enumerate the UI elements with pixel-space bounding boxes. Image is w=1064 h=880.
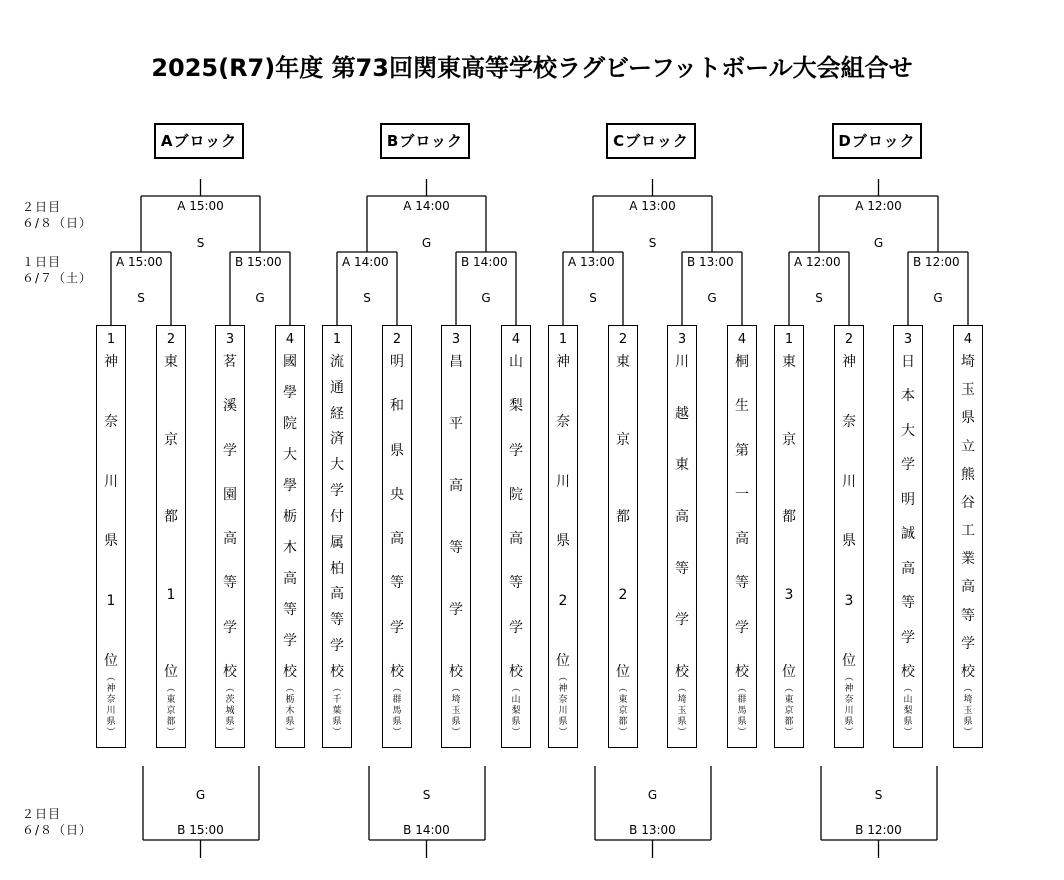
team-name: 埼 玉 県 立 熊 谷 工 業 高 等 学 校 — [961, 354, 975, 680]
team-box — [834, 325, 864, 748]
team-name: 昌 平 高 等 学 校 — [449, 354, 463, 680]
team-box — [548, 325, 578, 748]
semi-time-label: B 12:00 — [913, 255, 960, 269]
losers-time-label: B 15:00 — [177, 823, 224, 837]
semi-venue-label: S — [589, 291, 597, 305]
team-box — [893, 325, 923, 748]
losers-time-label: B 14:00 — [403, 823, 450, 837]
team-seed: 3 — [903, 332, 913, 347]
team-prefecture: ︵ 東 京 都 ︶ — [784, 684, 794, 738]
team-box — [215, 325, 245, 748]
team-seed: 4 — [511, 332, 521, 347]
block-label: Cブロック — [606, 123, 696, 159]
team-name: 川 越 東 高 等 学 校 — [675, 354, 689, 680]
team-name: 神 奈 川 県 1 位 — [104, 354, 118, 669]
losers-time-label: B 13:00 — [629, 823, 676, 837]
team-name: 國 學 院 大 學 栃 木 高 等 学 校 — [283, 354, 297, 680]
team-seed: 3 — [225, 332, 235, 347]
losers-venue-label: S — [422, 788, 431, 802]
page-title: 2025(R7)年度 第73回関東高等学校ラグビーフットボール大会組合せ — [151, 54, 913, 82]
losers-venue-label: G — [195, 788, 206, 802]
team-name: 東 京 都 3 位 — [782, 354, 796, 680]
team-seed: 2 — [618, 332, 628, 347]
semi-venue-label: G — [707, 291, 717, 305]
team-box — [667, 325, 697, 748]
semi-venue-label: G — [481, 291, 491, 305]
team-name: 桐 生 第 一 高 等 学 校 — [735, 354, 749, 680]
team-seed: 4 — [963, 332, 973, 347]
losers-venue-label: G — [647, 788, 658, 802]
team-box — [953, 325, 983, 748]
team-box — [382, 325, 412, 748]
semi-time-label: B 14:00 — [461, 255, 508, 269]
semi-time-label: A 12:00 — [794, 255, 841, 269]
final-time-label: A 14:00 — [403, 199, 450, 213]
team-name: 日 本 大 学 明 誠 高 等 学 校 — [901, 354, 915, 680]
final-venue-label: S — [196, 236, 205, 250]
block-label: Dブロック — [832, 123, 922, 159]
team-name: 山 梨 学 院 高 等 学 校 — [509, 354, 523, 680]
team-box — [96, 325, 126, 748]
semi-venue-label: S — [815, 291, 823, 305]
team-seed: 3 — [677, 332, 687, 347]
team-prefecture: ︵ 栃 木 県 ︶ — [285, 684, 295, 738]
team-prefecture: ︵ 神 奈 川 県 ︶ — [558, 673, 568, 738]
team-name: 神 奈 川 県 2 位 — [556, 354, 570, 669]
team-name: 東 京 都 1 位 — [164, 354, 178, 680]
final-venue-label: S — [648, 236, 657, 250]
team-prefecture: ︵ 山 梨 県 ︶ — [903, 684, 913, 738]
team-seed: 1 — [332, 332, 342, 347]
team-seed: 2 — [166, 332, 176, 347]
team-name: 茗 溪 学 園 高 等 学 校 — [223, 354, 237, 680]
semi-venue-label: S — [363, 291, 371, 305]
team-name: 東 京 都 2 位 — [616, 354, 630, 680]
semi-venue-label: S — [137, 291, 145, 305]
final-venue-label: G — [421, 236, 432, 250]
team-seed: 1 — [106, 332, 116, 347]
team-box — [275, 325, 305, 748]
team-prefecture: ︵ 神 奈 川 県 ︶ — [844, 673, 854, 738]
team-prefecture: ︵ 東 京 都 ︶ — [166, 684, 176, 738]
team-prefecture: ︵ 群 馬 県 ︶ — [392, 684, 402, 738]
team-name: 神 奈 川 県 3 位 — [842, 354, 856, 669]
team-prefecture: ︵ 山 梨 県 ︶ — [511, 684, 521, 738]
semi-venue-label: G — [933, 291, 943, 305]
day1-label: １日目 ６/７（土） — [22, 255, 93, 285]
team-prefecture: ︵ 埼 玉 県 ︶ — [963, 684, 973, 738]
block-label: Aブロック — [154, 123, 244, 159]
team-box — [322, 325, 352, 748]
semi-time-label: A 13:00 — [568, 255, 615, 269]
day2-top-label: ２日目 ６/８（日） — [22, 200, 93, 230]
semi-time-label: A 15:00 — [116, 255, 163, 269]
team-prefecture: ︵ 千 葉 県 ︶ — [332, 684, 342, 738]
team-box — [156, 325, 186, 748]
semi-venue-label: G — [255, 291, 265, 305]
team-seed: 2 — [844, 332, 854, 347]
team-box — [727, 325, 757, 748]
team-prefecture: ︵ 群 馬 県 ︶ — [737, 684, 747, 738]
team-box — [441, 325, 471, 748]
final-time-label: A 15:00 — [177, 199, 224, 213]
team-box — [608, 325, 638, 748]
semi-time-label: A 14:00 — [342, 255, 389, 269]
team-prefecture: ︵ 神 奈 川 県 ︶ — [106, 673, 116, 738]
team-prefecture: ︵ 埼 玉 県 ︶ — [451, 684, 461, 738]
day2-bottom-label: ２日目 ６/８（日） — [22, 807, 93, 837]
losers-venue-label: S — [874, 788, 883, 802]
team-prefecture: ︵ 茨 城 県 ︶ — [225, 684, 235, 738]
team-name: 流 通 経 済 大 学 付 属 柏 高 等 学 校 — [330, 354, 344, 680]
team-prefecture: ︵ 埼 玉 県 ︶ — [677, 684, 687, 738]
semi-time-label: B 13:00 — [687, 255, 734, 269]
semi-time-label: B 15:00 — [235, 255, 282, 269]
team-name: 明 和 県 央 高 等 学 校 — [390, 354, 404, 680]
losers-time-label: B 12:00 — [855, 823, 902, 837]
team-seed: 4 — [737, 332, 747, 347]
team-box — [501, 325, 531, 748]
team-seed: 3 — [451, 332, 461, 347]
team-seed: 2 — [392, 332, 402, 347]
team-seed: 4 — [285, 332, 295, 347]
team-prefecture: ︵ 東 京 都 ︶ — [618, 684, 628, 738]
final-time-label: A 12:00 — [855, 199, 902, 213]
final-venue-label: G — [873, 236, 884, 250]
final-time-label: A 13:00 — [629, 199, 676, 213]
team-box — [774, 325, 804, 748]
block-label: Bブロック — [380, 123, 470, 159]
team-seed: 1 — [784, 332, 794, 347]
team-seed: 1 — [558, 332, 568, 347]
